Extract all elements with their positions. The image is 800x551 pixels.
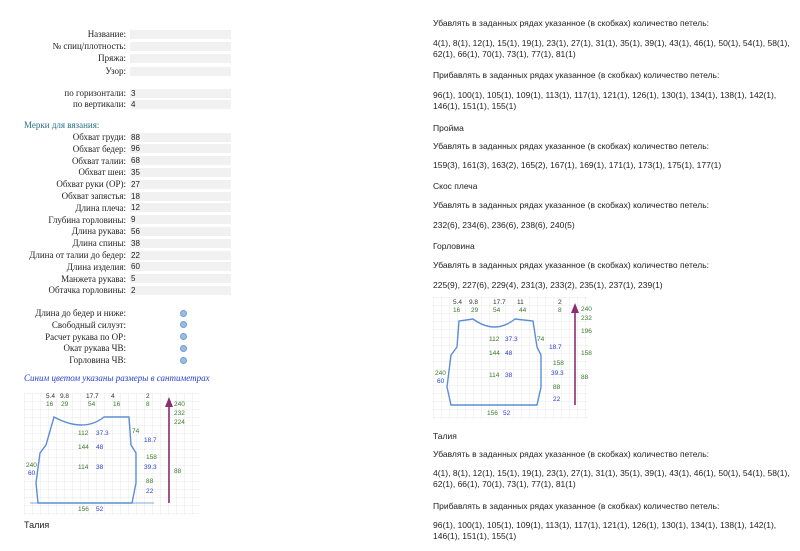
measurement-row <box>0 250 231 260</box>
option-label: Окат рукава ЧВ: <box>63 343 126 354</box>
label-8: 8 <box>558 307 562 314</box>
instruction-text: Убавлять в заданных рядах указанное (в скобках) количество петель: <box>433 260 709 270</box>
measurement-label: Длина от талии до бедер: <box>29 250 126 260</box>
measurement-label: Манжета рукава: <box>61 273 126 284</box>
left-60: 60 <box>28 470 36 477</box>
section-heading: Горловина <box>433 241 475 251</box>
row-114: 114 <box>78 464 89 471</box>
pattern-label: Узор: <box>105 66 126 76</box>
row-37-3: 37.3 <box>96 430 109 437</box>
label-74: 74 <box>132 428 140 435</box>
measurement-input[interactable] <box>130 144 231 153</box>
label-5-4: 5.4 <box>46 393 56 400</box>
row-52: 52 <box>96 506 104 513</box>
row-38: 38 <box>505 372 513 379</box>
label-88-right: 88 <box>581 374 589 381</box>
measurement-input[interactable] <box>130 274 231 283</box>
yarn-row <box>0 53 231 63</box>
instruction-text: Убавлять в заданных рядах указанное (в скобках) количество петель: <box>433 141 709 151</box>
row-112: 112 <box>78 430 89 437</box>
label-11: 11 <box>517 299 524 306</box>
measurement-label: Глубина горловины: <box>48 214 126 225</box>
instruction-text: Прибавлять в заданных рядах указанное (в скобках) количество петель: <box>433 501 720 511</box>
measurement-row <box>0 238 231 248</box>
label-18-7: 18.7 <box>144 437 157 444</box>
row-144: 144 <box>489 350 500 357</box>
label-54: 54 <box>493 307 501 314</box>
label-240: 240 <box>581 306 592 313</box>
pattern-input[interactable] <box>130 67 231 76</box>
left-60: 60 <box>437 378 445 385</box>
label-74: 74 <box>537 336 545 343</box>
label-44: 44 <box>519 307 527 314</box>
option-row <box>0 332 187 342</box>
density-vertical-row <box>0 99 231 109</box>
option-radio[interactable] <box>180 321 187 328</box>
label-29: 29 <box>471 307 479 314</box>
measurement-input[interactable] <box>130 239 231 248</box>
label-158: 158 <box>553 360 564 367</box>
name-row <box>0 29 231 39</box>
label-158-right: 158 <box>581 350 592 357</box>
measurement-label: Обхват руки (ОР): <box>56 179 126 190</box>
label-232: 232 <box>581 315 592 322</box>
label-9-8: 9.8 <box>469 299 479 306</box>
label-158: 158 <box>146 454 157 461</box>
row-48: 48 <box>505 350 513 357</box>
measurement-input[interactable] <box>130 251 231 260</box>
needles-input[interactable] <box>130 42 231 51</box>
name-input[interactable] <box>130 30 231 39</box>
sweater-diagram-right <box>433 297 592 419</box>
label-196: 196 <box>581 328 592 335</box>
option-row <box>0 308 187 318</box>
density-horizontal-row <box>0 88 231 98</box>
label-88: 88 <box>553 384 561 391</box>
density-horizontal-label: по горизонтали: <box>64 88 126 98</box>
label-16b: 16 <box>113 401 121 408</box>
measurement-label: Обхват талии: <box>71 155 126 166</box>
measurement-label: Обхват бедер: <box>72 143 126 154</box>
measurement-row <box>0 179 231 189</box>
instruction-text: 96(1), 100(1), 105(1), 109(1), 113(1), 117(1), 121(1), 126(1), 130(1), 134(1), 138(1), 142(1), 146(1), 151(1), 155(1) <box>433 90 777 111</box>
measurement-label: Длина плеча: <box>75 202 126 213</box>
option-row <box>0 320 187 330</box>
option-radio[interactable] <box>180 345 187 352</box>
measurement-label: Обхват шеи: <box>78 167 126 178</box>
needles-row <box>0 41 231 51</box>
density-vertical-label: по вертикали: <box>72 99 126 109</box>
label-17-7: 17.7 <box>86 393 99 400</box>
row-48: 48 <box>96 444 104 451</box>
label-88: 88 <box>146 478 154 485</box>
row-112: 112 <box>489 336 500 343</box>
measurement-row <box>0 274 231 284</box>
label-2: 2 <box>558 299 562 306</box>
label-22: 22 <box>553 396 561 403</box>
instruction-text: 4(1), 8(1), 12(1), 15(1), 19(1), 23(1), 27(1), 31(1), 35(1), 39(1), 43(1), 46(1), 50(1), 54(1), 58(1), 62(1), 66(1), 70(1), 73(1), 77(1), 81(1) <box>433 468 790 489</box>
measurement-input[interactable] <box>130 286 231 295</box>
row-144: 144 <box>78 444 89 451</box>
label-5-4: 5.4 <box>453 299 463 306</box>
row-156: 156 <box>78 506 89 513</box>
instruction-text: Убавлять в заданных рядах указанное (в скобках) количество петель: <box>433 18 709 28</box>
measurement-input[interactable] <box>130 168 231 177</box>
measurement-row <box>0 144 231 154</box>
measurement-label: Обтачка горловины: <box>48 285 126 296</box>
measurement-row <box>0 156 231 166</box>
measurement-row <box>0 203 231 213</box>
option-label: Свободный силуэт: <box>51 319 126 330</box>
measurement-label: Длина спины: <box>72 238 126 249</box>
measurement-input[interactable] <box>130 156 231 165</box>
pattern-row <box>0 66 231 76</box>
row-38: 38 <box>96 464 104 471</box>
section-heading: Скос плеча <box>433 181 478 191</box>
instruction-text: Убавлять в заданных рядах указанное (в скобках) количество петель: <box>433 449 709 459</box>
yarn-input[interactable] <box>130 54 231 63</box>
label-18-7: 18.7 <box>549 344 562 351</box>
section-heading: Талия <box>433 431 457 441</box>
waist-heading-left: Талия <box>24 520 50 530</box>
measurement-row <box>0 215 231 225</box>
label-17-7: 17.7 <box>493 299 506 306</box>
label-16: 16 <box>46 401 54 408</box>
option-radio[interactable] <box>180 310 187 317</box>
instruction-text: 159(3), 161(3), 163(2), 165(2), 167(1), 169(1), 171(1), 173(1), 175(1), 177(1) <box>433 160 722 170</box>
option-row <box>0 343 187 353</box>
measurement-label: Обхват груди: <box>72 132 126 142</box>
label-2: 2 <box>146 393 150 400</box>
sweater-diagram <box>24 393 199 515</box>
measurement-row <box>0 262 231 272</box>
measurement-input[interactable] <box>130 192 231 201</box>
label-232: 232 <box>174 410 185 417</box>
label-4: 4 <box>111 393 115 400</box>
left-240: 240 <box>26 462 37 469</box>
left-240: 240 <box>435 370 446 377</box>
instruction-text: 4(1), 8(1), 12(1), 15(1), 19(1), 23(1), 27(1), 31(1), 35(1), 39(1), 43(1), 46(1), 50(1), 54(1), 58(1), 62(1), 66(1), 70(1), 73(1), 77(1), 81(1) <box>433 38 790 59</box>
measurement-row <box>0 226 231 236</box>
measurement-input[interactable] <box>130 227 231 236</box>
grid-background <box>433 297 588 419</box>
row-52: 52 <box>503 410 511 417</box>
yarn-label: Пряжа: <box>98 53 126 63</box>
needles-label: № спиц/плотность: <box>52 41 126 51</box>
measurement-label: Обхват запястья: <box>61 191 126 201</box>
measurement-input[interactable] <box>130 262 231 271</box>
label-39-3: 39.3 <box>144 464 157 471</box>
label-16: 16 <box>453 307 461 314</box>
option-label: Длина до бедер и ниже: <box>35 308 126 318</box>
option-label: Горловина ЧВ: <box>69 355 126 366</box>
instruction-text: 225(9), 227(6), 229(4), 231(3), 233(2), 235(1), 237(1), 239(1) <box>433 280 663 290</box>
measurement-input[interactable] <box>130 203 231 212</box>
option-row <box>0 355 187 365</box>
label-39-3: 39.3 <box>551 370 564 377</box>
row-156: 156 <box>487 410 498 417</box>
row-37-3: 37.3 <box>505 336 518 343</box>
grid-background <box>24 393 199 515</box>
label-9-8: 9.8 <box>60 393 70 400</box>
measurement-row <box>0 285 231 295</box>
instructions-column <box>433 0 793 551</box>
instruction-text: Прибавлять в заданных рядах указанное (в скобках) количество петель: <box>433 70 720 80</box>
measurement-row <box>0 191 231 201</box>
label-29: 29 <box>61 401 69 408</box>
measurement-input[interactable] <box>130 180 231 189</box>
label-54: 54 <box>88 401 96 408</box>
units-note: Синим цветом указаны размеры в сантиметрах <box>24 373 210 383</box>
measurement-input[interactable] <box>130 133 231 142</box>
label-88-right: 88 <box>174 468 182 475</box>
option-radio[interactable] <box>180 333 187 340</box>
instruction-text: 96(1), 100(1), 105(1), 109(1), 113(1), 117(1), 121(1), 126(1), 130(1), 134(1), 138(1), 142(1), 146(1), 151(1), 155(1) <box>433 520 777 541</box>
option-radio[interactable] <box>180 357 187 364</box>
density-horizontal-input[interactable] <box>130 89 231 98</box>
label-224: 224 <box>174 419 185 426</box>
label-240: 240 <box>174 401 185 408</box>
measurement-label: Длина рукава: <box>71 226 126 237</box>
instruction-text: 232(6), 234(6), 236(6), 238(6), 240(5) <box>433 220 575 230</box>
row-114: 114 <box>489 372 500 379</box>
measurements-title: Мерки для вязания: <box>24 120 100 130</box>
measurement-input[interactable] <box>130 215 231 224</box>
section-heading: Пройма <box>433 123 464 133</box>
density-vertical-input[interactable] <box>130 100 231 109</box>
measurement-row <box>0 167 231 177</box>
label-8: 8 <box>146 401 150 408</box>
name-label: Название: <box>87 29 126 39</box>
label-22: 22 <box>146 488 154 495</box>
instruction-text: Убавлять в заданных рядах указанное (в скобках) количество петель: <box>433 200 709 210</box>
measurement-label: Длина изделия: <box>66 261 126 272</box>
measurement-row <box>0 132 231 142</box>
option-label: Расчет рукава по ОР: <box>45 331 126 342</box>
